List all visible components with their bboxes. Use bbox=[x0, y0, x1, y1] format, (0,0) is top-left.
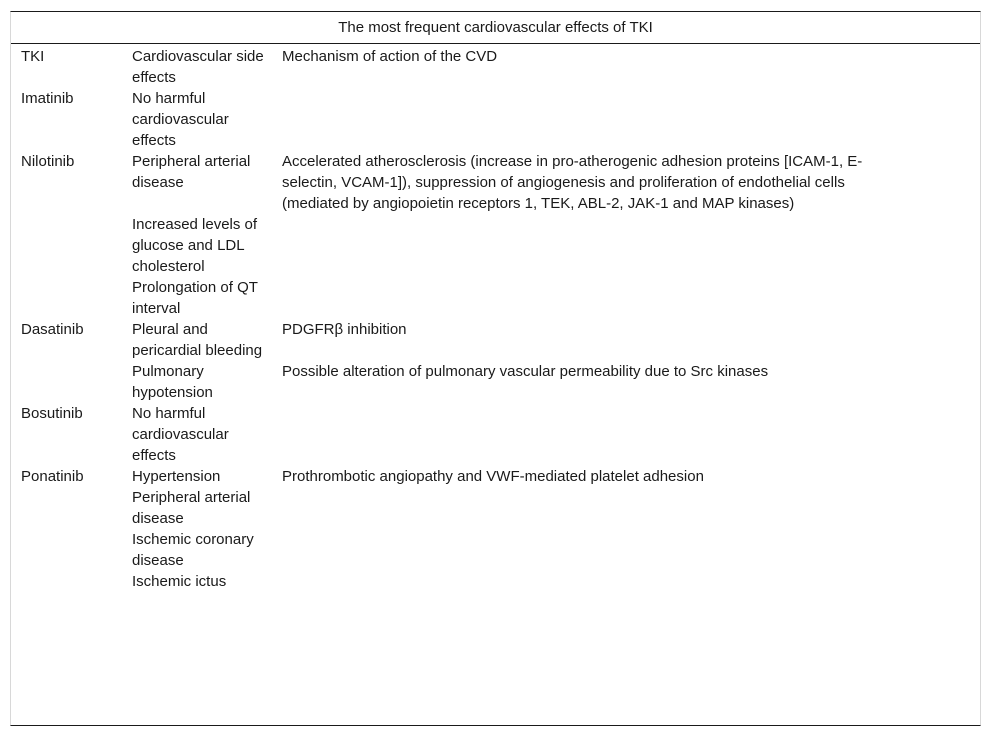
cell-mechanism bbox=[272, 571, 980, 592]
cell-effect: Peripheral arterial disease bbox=[132, 489, 251, 527]
cell-tki bbox=[11, 214, 122, 277]
cell-effect: Peripheral arterial disease bbox=[132, 153, 251, 191]
cell-tki bbox=[11, 571, 122, 592]
cell-mechanism: Accelerated atherosclerosis (increase in pro-atherogenic adhesion proteins [ICAM-1, E-selectin, VCAM-1]), suppression of angiogenesis and proliferation of endothelial cells (mediated by angiopoietin receptors 1, TEK, ABL-2, JAK-1 and MAP kinases) bbox=[282, 153, 863, 212]
cell-tki bbox=[11, 529, 122, 571]
table-row bbox=[11, 571, 980, 592]
header-row bbox=[11, 44, 980, 89]
cell-mechanism bbox=[272, 487, 980, 529]
cell-tki: Imatinib bbox=[21, 90, 74, 107]
cell-tki bbox=[11, 361, 122, 403]
cell-mechanism: Prothrombotic angiopathy and VWF-mediated platelet adhesion bbox=[282, 468, 704, 485]
cell-mechanism bbox=[272, 277, 980, 319]
cell-mechanism: Possible alteration of pulmonary vascular permeability due to Src kinases bbox=[282, 363, 769, 380]
table-row bbox=[11, 151, 980, 214]
cell-tki: Ponatinib bbox=[21, 468, 84, 485]
table-caption: The most frequent cardiovascular effects of TKI bbox=[11, 12, 980, 44]
cell-tki bbox=[11, 277, 122, 319]
cell-effect: Hypertension bbox=[132, 468, 221, 485]
cell-mechanism bbox=[272, 214, 980, 277]
cell-effect: Pleural and pericardial bleeding bbox=[132, 321, 263, 359]
cell-effect: Increased levels of glucose and LDL cholesterol bbox=[132, 216, 258, 275]
cell-effect: Prolongation of QT interval bbox=[132, 279, 258, 317]
table-row bbox=[11, 466, 980, 487]
cell-tki: Bosutinib bbox=[21, 405, 83, 422]
cell-effect: No harmful cardiovascular effects bbox=[132, 405, 229, 464]
table-row bbox=[11, 361, 980, 403]
cell-mechanism: PDGFRβ inhibition bbox=[282, 321, 407, 338]
cell-effect: Ischemic coronary disease bbox=[132, 531, 254, 569]
cell-mechanism bbox=[272, 403, 980, 466]
table-row bbox=[11, 529, 980, 571]
table-row bbox=[11, 214, 980, 277]
header-mechanism: Mechanism of action of the CVD bbox=[282, 48, 498, 65]
cell-mechanism bbox=[272, 529, 980, 571]
cell-effect: Ischemic ictus bbox=[132, 573, 227, 590]
caption-row bbox=[11, 12, 980, 44]
cell-tki bbox=[11, 487, 122, 529]
cell-mechanism bbox=[272, 88, 980, 151]
tki-effects-table bbox=[11, 12, 980, 592]
cell-effect: No harmful cardiovascular effects bbox=[132, 90, 229, 149]
table-row bbox=[11, 403, 980, 466]
tki-effects-table-container bbox=[10, 11, 981, 726]
header-effects: Cardiovascular side effects bbox=[132, 48, 264, 86]
table-row bbox=[11, 277, 980, 319]
cell-tki: Nilotinib bbox=[21, 153, 75, 170]
table-row bbox=[11, 487, 980, 529]
table-row bbox=[11, 88, 980, 151]
table-row bbox=[11, 319, 980, 361]
cell-effect: Pulmonary hypotension bbox=[132, 363, 213, 401]
cell-tki: Dasatinib bbox=[21, 321, 84, 338]
header-tki: TKI bbox=[21, 48, 45, 65]
